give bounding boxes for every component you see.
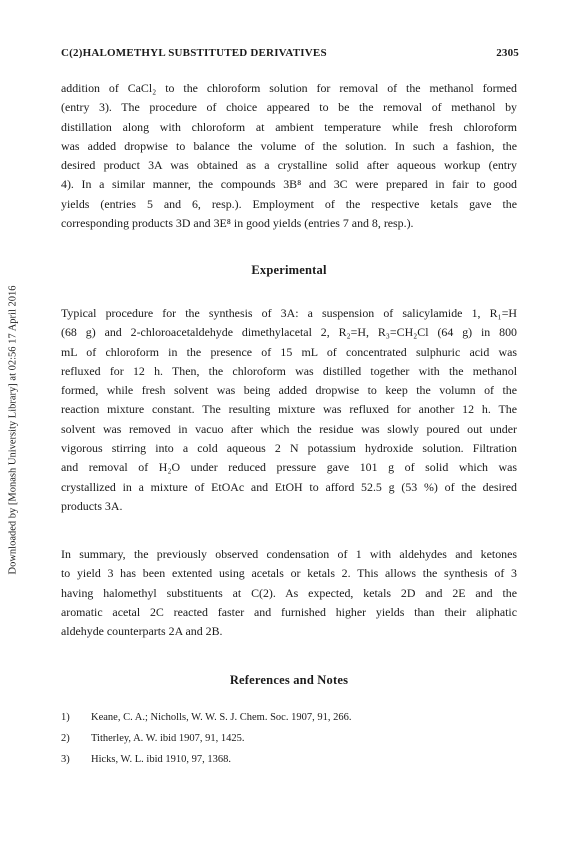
running-header <box>61 47 519 63</box>
text-line: was added dropwise to balance the volume of the solution. In such a fashion, the <box>61 138 517 153</box>
text-line: 4). In a similar manner, the compounds 3B⁸ and 3C were prepared in fair to good <box>61 177 517 192</box>
reference-text: Keane, C. A.; Nicholls, W. W. S. J. Chem. Soc. 1907, 91, 266. <box>91 712 352 723</box>
page-number: 2305 <box>496 47 519 59</box>
text-line: distillation along with chloroform at ambient temperature while fresh chloroform <box>61 119 517 134</box>
text-line: Typical procedure for the synthesis of 3A: a suspension of salicylamide 1, R₁=H <box>61 306 517 320</box>
text-line: corresponding products 3D and 3E⁸ in good yields (entries 7 and 8, resp.). <box>61 216 414 231</box>
text-line: (68 g) and 2-chloroacetaldehyde dimethylacetal 2, R₂=H, R₃=CH₂Cl (64 g) in 800 <box>61 325 517 340</box>
text-line: refluxed for 12 h. Then, the chloroform was distilled together with the methanol <box>61 363 517 378</box>
text-line: and removal of H₂O under reduced pressure gave 101 g of solid which was <box>61 460 517 475</box>
running-title: C(2)HALOMETHYL SUBSTITUTED DERIVATIVES <box>61 47 327 59</box>
reference-text: Hicks, W. L. ibid 1910, 97, 1368. <box>91 754 232 765</box>
paragraph-experimental <box>61 304 517 516</box>
text-line: products 3A. <box>61 498 123 513</box>
reference-text: Titherley, A. W. ibid 1907, 91, 1425. <box>91 733 245 744</box>
reference-number: 2) <box>61 733 70 744</box>
text-line: addition of CaCl₂ to the chloroform solution for removal of the methanol formed <box>61 81 517 95</box>
text-line: crystallized in a mixture of EtOAc and EtOH to afford 52.5 g (53 %) of the desired <box>61 479 517 494</box>
experimental-heading: Experimental <box>251 263 327 277</box>
text-line: mL of chloroform in the presence of 15 mL of concentrated sulphuric acid was <box>61 344 517 359</box>
reference-number: 1) <box>61 712 70 723</box>
text-line: aldehyde counterparts 2A and 2B. <box>61 624 223 639</box>
text-line: (entry 3). The procedure of choice appeared to be the removal of methanol by <box>61 100 517 115</box>
text-line: yields (entries 5 and 6, resp.). Employment of the respective ketals gave the <box>61 196 517 211</box>
text-line: to yield 3 has been extented using acetals or ketals 2. This allows the synthesis of 3 <box>61 566 517 581</box>
text-line: solvent was removed in vacuo after which the residue was slowly poured out under <box>61 421 517 436</box>
text-line: formed, while fresh solvent was being added dropwise to keep the volumn of the <box>61 383 517 398</box>
download-watermark <box>6 30 20 830</box>
reference-number: 3) <box>61 754 70 765</box>
references-heading: References and Notes <box>229 673 349 687</box>
text-line: vigorous stirring into a cold aqueous 2 N potassium hydroxide solution. Filtration <box>61 441 517 456</box>
paragraph-results <box>61 79 517 233</box>
paragraph-summary <box>61 545 517 641</box>
text-line: reaction mixture constant. The resulting mixture was refluxed for another 12 h. The <box>61 402 517 417</box>
text-line: In summary, the previously observed condensation of 1 with aldehydes and ketones <box>61 547 517 561</box>
text-line: aromatic acetal 2C reacted faster and furnished higher yields than their aliphatic <box>61 604 517 619</box>
download-watermark-text: Downloaded by [Monash University Library] at 02:56 17 April 2016 <box>7 285 19 575</box>
text-line: having halomethyl substituents at C(2). As expected, ketals 2D and 2E and the <box>61 585 517 600</box>
text-line: desired product 3A was obtained as a crystalline solid after aqueous workup (entry <box>61 158 517 173</box>
